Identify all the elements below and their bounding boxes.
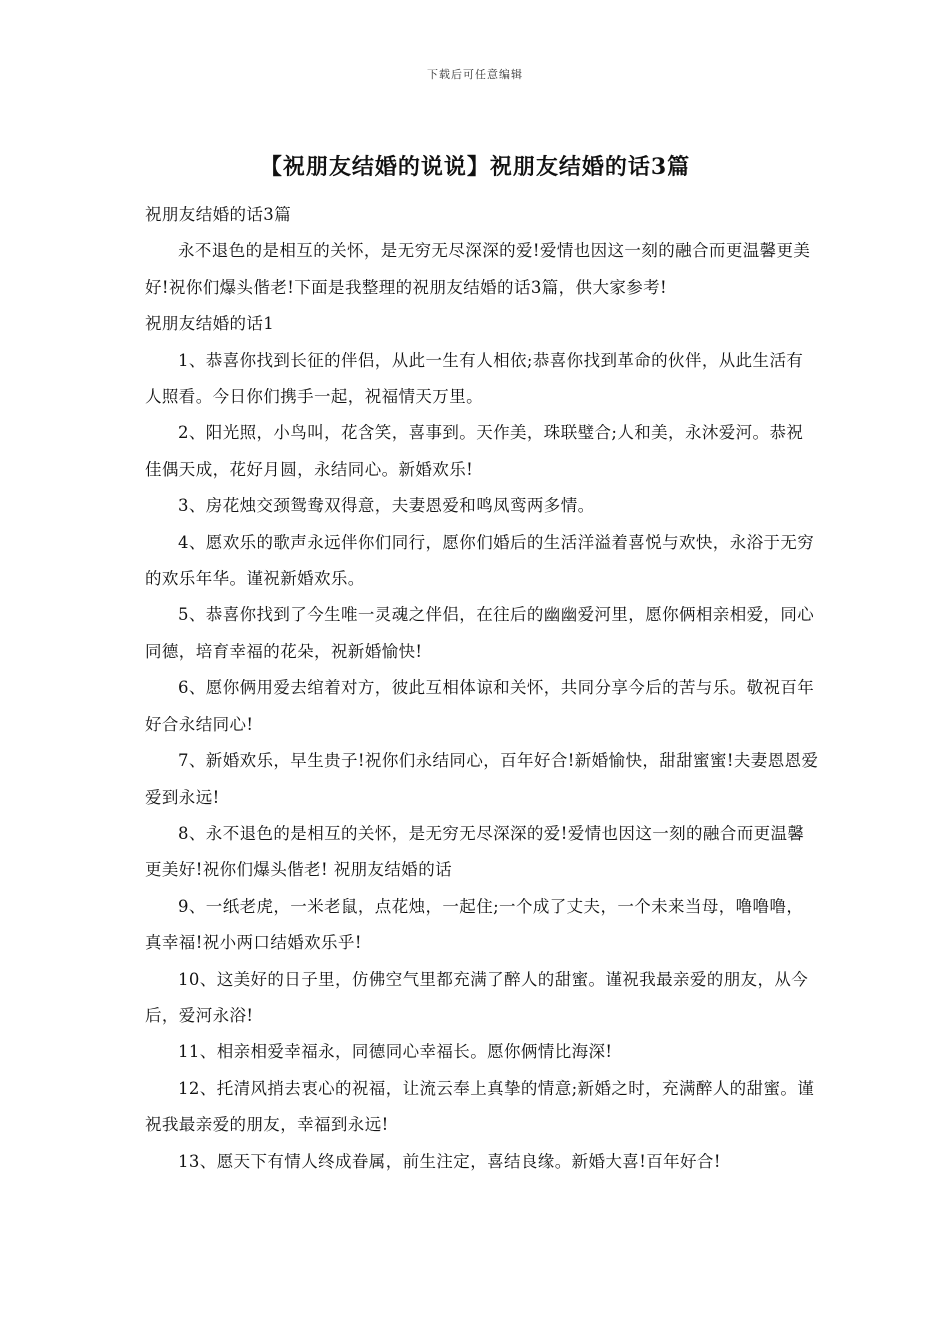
- list-item: 12、托清风捎去衷心的祝福，让流云奉上真挚的情意;新婚之时，充满醉人的甜蜜。谨祝我最亲爱的朋友，幸福到永远!: [145, 1078, 815, 1135]
- list-item: 10、这美好的日子里，仿佛空气里都充满了醉人的甜蜜。谨祝我最亲爱的朋友，从今后，爱河永浴!: [145, 969, 809, 1025]
- list-item: 3、房花烛交颈鸳鸯双得意，夫妻恩爱和鸣凤鸾两多情。: [178, 496, 595, 516]
- document-body: [145, 197, 820, 1180]
- list-item: 1、恭喜你找到长征的伴侣，从此一生有人相依;恭喜你找到革命的伙伴，从此生活有人照看。今日你们携手一起，祝福情天万里。: [145, 350, 804, 407]
- header-note: 下载后可任意编辑: [427, 68, 523, 81]
- document-subtitle: 祝朋友结婚的话3篇: [145, 205, 292, 224]
- list-item: 7、新婚欢乐，早生贵子!祝你们永结同心，百年好合!新婚愉快，甜甜蜜蜜!夫妻恩恩爱爱到永远!: [145, 751, 819, 807]
- list-item: 5、恭喜你找到了今生唯一灵魂之伴侣，在往后的幽幽爱河里，愿你俩相亲相爱，同心同德，培育幸福的花朵，祝新婚愉快!: [145, 605, 815, 661]
- list-item: 13、愿天下有情人终成眷属，前生注定，喜结良缘。新婚大喜!百年好合!: [178, 1151, 721, 1171]
- list-item: 9、一纸老虎，一米老鼠，点花烛，一起住;一个成了丈夫，一个未来当母，噜噜噜，真幸福!祝小两口结婚欢乐乎!: [145, 896, 804, 953]
- section-heading: 祝朋友结婚的话1: [145, 314, 275, 334]
- list-item: 6、愿你俩用爱去绾着对方，彼此互相体谅和关怀，共同分享今后的苦与乐。敬祝百年好合永结同心!: [145, 678, 815, 734]
- list-item: 2、阳光照，小鸟叫，花含笑，喜事到。天作美，珠联璧合;人和美，永沐爱河。恭祝佳偶天成，花好月圆，永结同心。新婚欢乐!: [145, 423, 804, 479]
- document-title: 【祝朋友结婚的说说】祝朋友结婚的话3篇: [259, 154, 691, 180]
- list-item: 8、永不退色的是相互的关怀，是无穷无尽深深的爱!爱情也因这一刻的融合而更温馨更美好!祝你们爆头偕老! 祝朋友结婚的话: [145, 823, 805, 880]
- intro-paragraph: 永不退色的是相互的关怀，是无穷无尽深深的爱!爱情也因这一刻的融合而更温馨更美好!祝你们爆头偕老!下面是我整理的祝朋友结婚的话3篇，供大家参考!: [145, 241, 811, 297]
- list-item: 4、愿欢乐的歌声永远伴你们同行，愿你们婚后的生活洋溢着喜悦与欢快，永浴于无穷的欢乐年华。谨祝新婚欢乐。: [145, 532, 815, 589]
- list-item: 11、相亲相爱幸福永，同德同心幸福长。愿你俩情比海深!: [178, 1042, 613, 1062]
